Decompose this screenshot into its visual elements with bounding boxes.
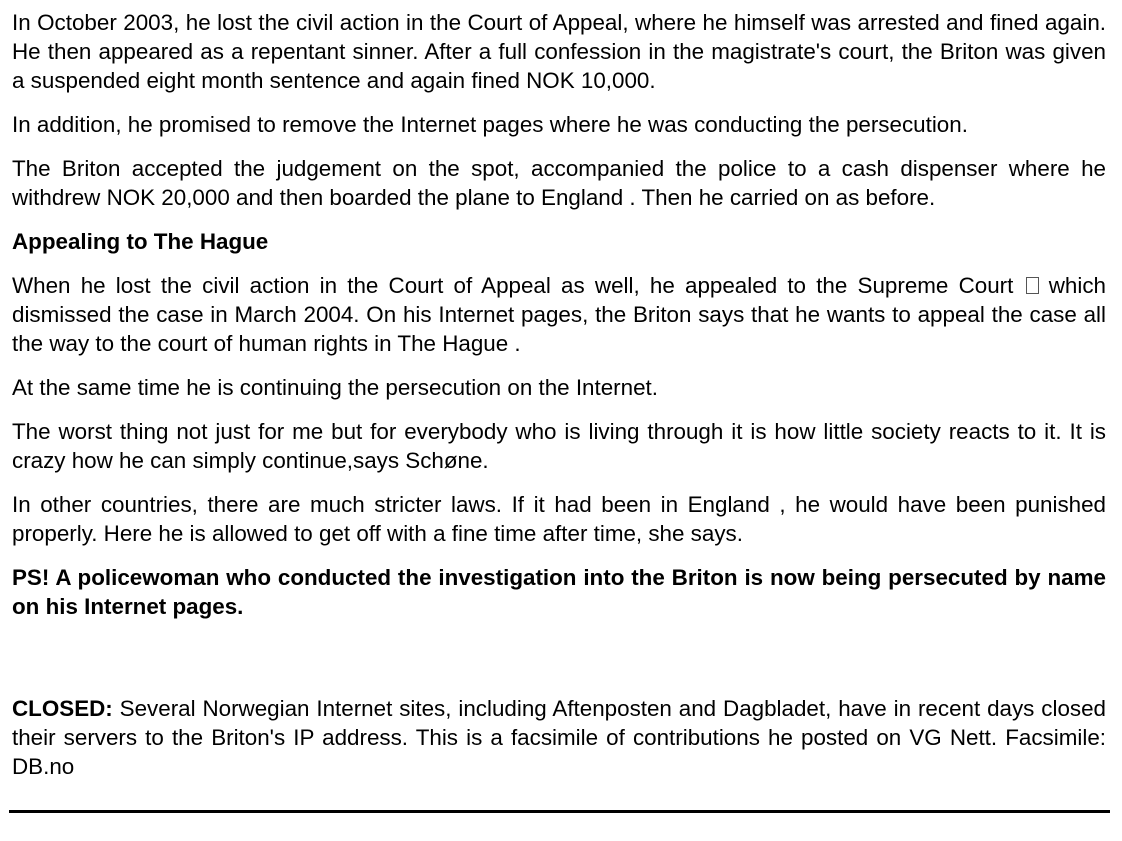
paragraph-supreme-court-part-1: When he lost the civil action in the Court of Appeal as well, he appealed to the Supreme Court xyxy=(12,273,1014,298)
spacer xyxy=(12,636,1106,694)
article-body xyxy=(12,8,1106,796)
paragraph-supreme-court-part-2: which dismissed the case in March 2004. On his Internet pages, the Briton says that he wants to appeal the case all the way to the court of human rights in The Hague . xyxy=(12,273,1106,356)
caption-closed-label: CLOSED: xyxy=(12,696,113,721)
paragraph-supreme-court xyxy=(12,271,1106,358)
caption-closed xyxy=(12,694,1106,781)
paragraph-other-countries: In other countries, there are much stricter laws. If it had been in England , he would have been punished properly. Here he is allowed to get off with a fine time after time, she says. xyxy=(12,492,1106,546)
bottom-divider xyxy=(9,810,1110,813)
paragraph-accepted-judgement: The Briton accepted the judgement on the spot, accompanied the police to a cash dispenser where he withdrew NOK 20,000 and then boarded the plane to England . Then he carried on as before. xyxy=(12,156,1106,210)
paragraph-court-of-appeal: In October 2003, he lost the civil action in the Court of Appeal, where he himself was arrested and fined again. He then appeared as a repentant sinner. After a full confession in the magistrate's court, the Briton was given a suspended eight month sentence and again fined NOK 10,000. xyxy=(12,10,1106,93)
paragraph-quote-schone: The worst thing not just for me but for everybody who is living through it is how little society reacts to it. It is crazy how he can simply continue,says Schøne. xyxy=(12,419,1106,473)
paragraph-remove-pages: In addition, he promised to remove the Internet pages where he was conducting the persecution. xyxy=(12,112,968,137)
caption-closed-text: Several Norwegian Internet sites, including Aftenposten and Dagbladet, have in recent days closed their servers to the Briton's IP address. This is a facsimile of contributions he posted on VG Nett. Facsimile: DB.no xyxy=(12,696,1106,779)
paragraph-continuing-persecution: At the same time he is continuing the persecution on the Internet. xyxy=(12,375,658,400)
section-heading-appealing: Appealing to The Hague xyxy=(12,229,269,254)
missing-glyph-icon xyxy=(1026,277,1039,294)
paragraph-ps-policewoman: PS! A policewoman who conducted the investigation into the Briton is now being persecuted by name on his Internet pages. xyxy=(12,565,1106,619)
